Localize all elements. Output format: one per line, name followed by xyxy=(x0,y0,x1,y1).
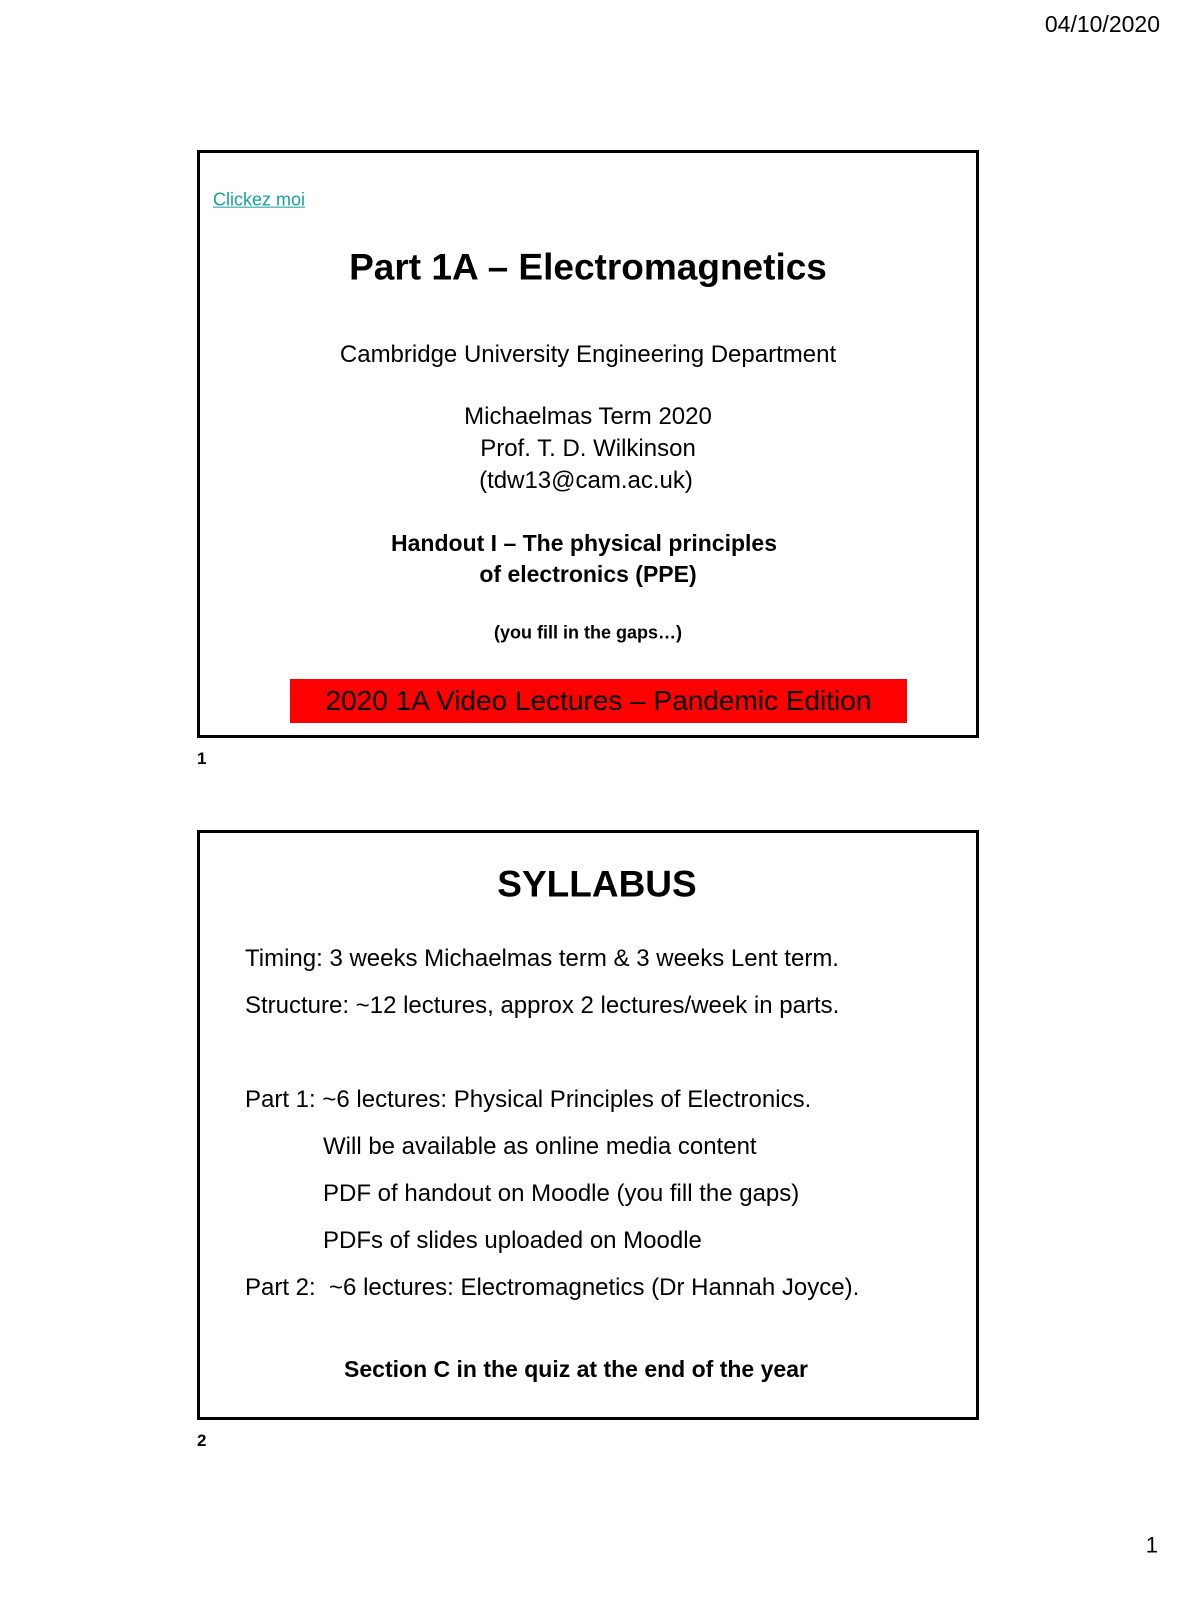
clickez-moi-link[interactable]: Clickez moi xyxy=(213,189,306,210)
page-date: 04/10/2020 xyxy=(1044,10,1160,37)
syllabus-footer: Section C in the quiz at the end of the year xyxy=(344,1355,808,1382)
syllabus-line: Timing: 3 weeks Michaelmas term & 3 weeks Lent term. xyxy=(245,945,839,973)
banner-text: 2020 1A Video Lectures – Pandemic Edition xyxy=(325,685,872,716)
syllabus-subline: PDFs of slides uploaded on Moodle xyxy=(323,1227,702,1255)
pandemic-edition-banner xyxy=(290,679,907,723)
slide-2 xyxy=(197,830,979,1420)
slide-title: Part 1A – Electromagnetics xyxy=(349,246,827,288)
department: Cambridge University Engineering Department xyxy=(339,341,837,369)
syllabus-line: Part 1: ~6 lectures: Physical Principles of Electronics. xyxy=(245,1086,812,1114)
slide-number-2: 2 xyxy=(197,1431,207,1451)
slide-number-1: 1 xyxy=(197,749,207,769)
lecturer: Prof. T. D. Wilkinson xyxy=(480,435,696,463)
syllabus-subline: PDF of handout on Moodle (you fill the gaps) xyxy=(323,1180,800,1208)
syllabus-line: Part 2: ~6 lectures: Electromagnetics (Dr Hannah Joyce). xyxy=(245,1274,860,1302)
syllabus-line: Structure: ~12 lectures, approx 2 lectures/week in parts. xyxy=(245,992,840,1020)
handout-title-line1: Handout I – The physical principles xyxy=(391,529,777,556)
syllabus-subline: Will be available as online media content xyxy=(323,1133,757,1161)
syllabus-title: SYLLABUS xyxy=(497,863,697,905)
page-number: 1 xyxy=(1145,1532,1158,1558)
term: Michaelmas Term 2020 xyxy=(464,403,712,431)
email: (tdw13@cam.ac.uk) xyxy=(479,467,693,495)
fill-gaps-note: (you fill in the gaps…) xyxy=(494,622,682,643)
handout-title-line2: of electronics (PPE) xyxy=(479,560,697,587)
